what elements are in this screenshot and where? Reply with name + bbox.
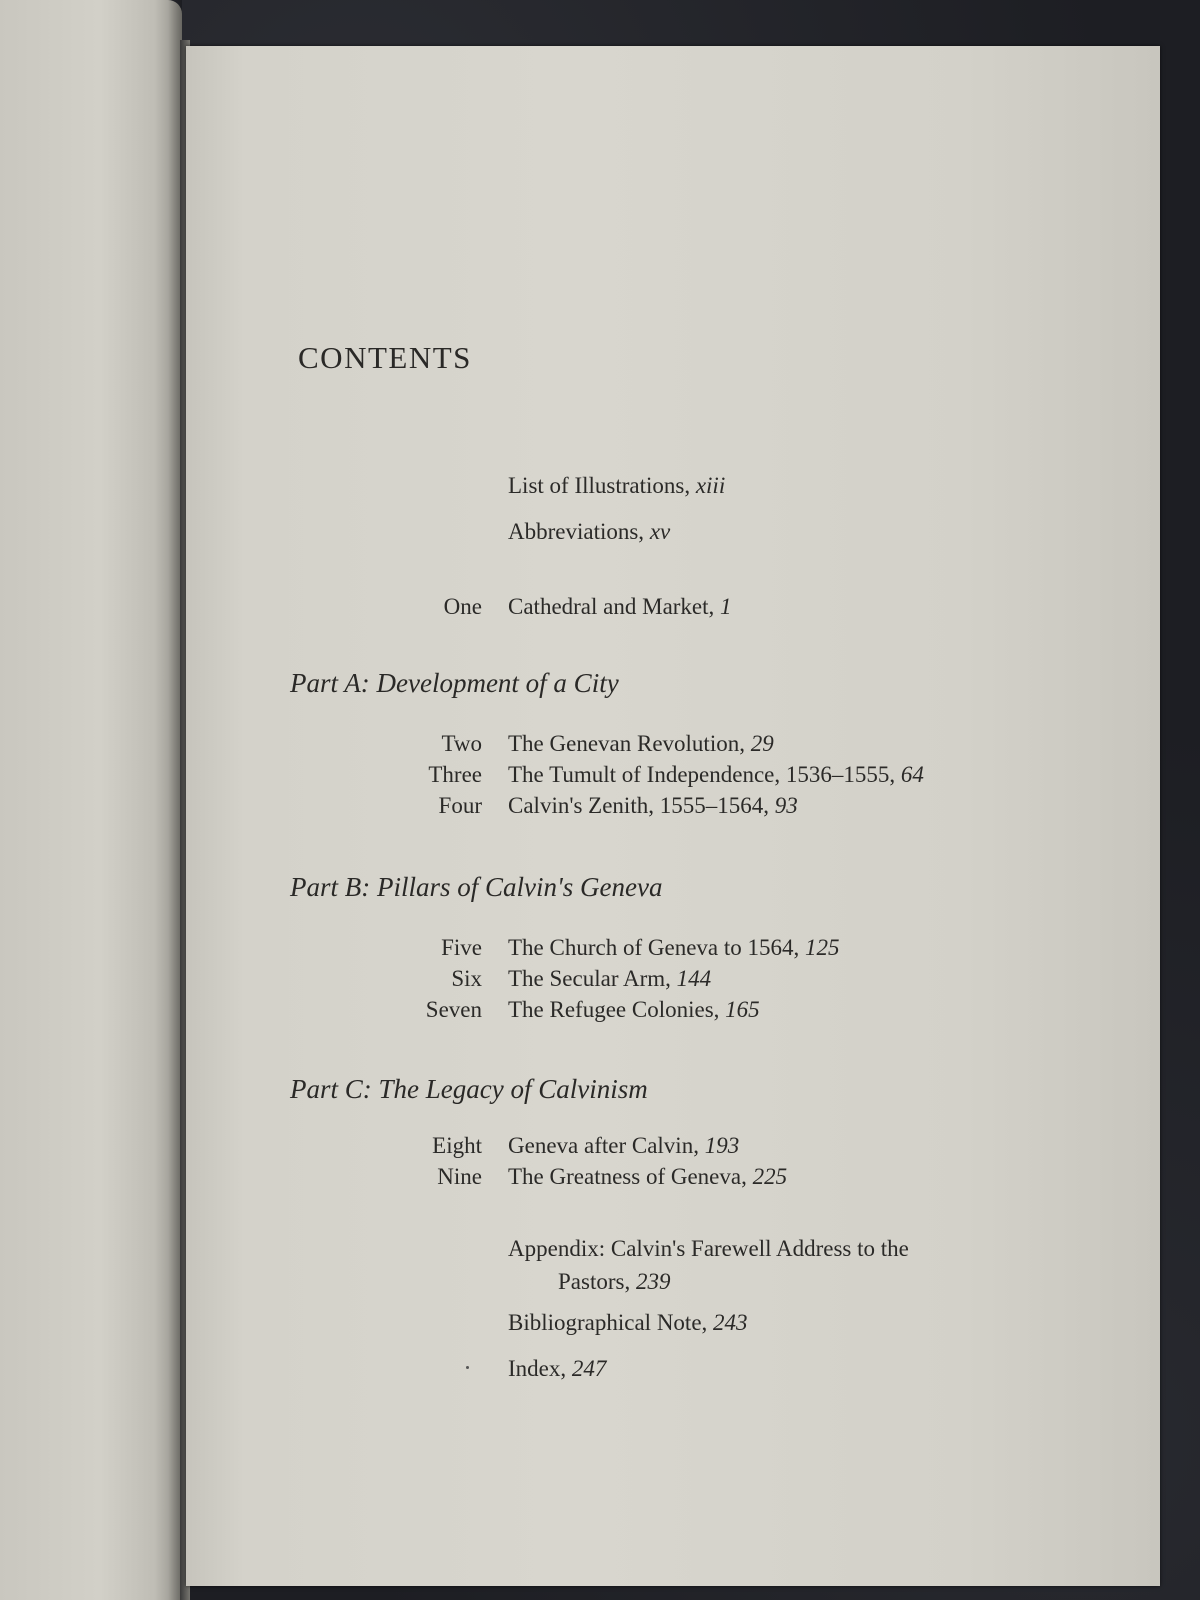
chapter-title: The Genevan Revolution, bbox=[508, 731, 745, 756]
chapter-number: One bbox=[443, 594, 482, 619]
chapter-page: 64 bbox=[900, 762, 924, 787]
appendix-page: 239 bbox=[635, 1269, 671, 1294]
toc-entry-abbreviations bbox=[508, 517, 670, 547]
right-page bbox=[186, 46, 1160, 1586]
chapter-page: 93 bbox=[774, 793, 798, 818]
chapter-title: The Church of Geneva to 1564, bbox=[508, 935, 800, 960]
toc-entry-bibliography bbox=[508, 1308, 748, 1338]
chapter-title: The Greatness of Geneva, bbox=[508, 1164, 747, 1189]
paper-speck bbox=[466, 1366, 469, 1369]
toc-chapter-nine bbox=[386, 1162, 898, 1192]
entry-title: Abbreviations, bbox=[508, 519, 645, 544]
chapter-page: 193 bbox=[704, 1133, 740, 1158]
toc-chapter-four bbox=[386, 791, 898, 821]
chapter-title: Calvin's Zenith, 1555–1564, bbox=[508, 793, 769, 818]
toc-entry-index bbox=[508, 1354, 606, 1384]
chapter-page: 165 bbox=[725, 997, 760, 1022]
chapter-title: Cathedral and Market, bbox=[508, 594, 715, 619]
entry-page: 247 bbox=[571, 1356, 607, 1381]
entry-page: 243 bbox=[713, 1310, 748, 1335]
part-b-heading: Part B: Pillars of Calvin's Geneva bbox=[290, 872, 663, 902]
chapter-number: Seven bbox=[425, 997, 482, 1022]
chapter-number: Four bbox=[438, 793, 482, 818]
entry-title: List of Illustrations, bbox=[508, 473, 691, 498]
appendix-title-line1: Appendix: Calvin's Farewell Address to the bbox=[508, 1236, 909, 1261]
toc-chapter-one bbox=[386, 592, 898, 622]
chapter-number: Nine bbox=[437, 1164, 482, 1189]
entry-title: Index, bbox=[508, 1356, 567, 1381]
chapter-number: Five bbox=[441, 935, 482, 960]
chapter-number: Eight bbox=[432, 1133, 482, 1158]
chapter-title: Geneva after Calvin, bbox=[508, 1133, 699, 1158]
chapter-page: 29 bbox=[750, 731, 774, 756]
left-page bbox=[0, 0, 182, 1600]
chapter-page: 125 bbox=[805, 935, 840, 960]
chapter-page: 1 bbox=[720, 594, 732, 619]
part-c-heading: Part C: The Legacy of Calvinism bbox=[290, 1074, 648, 1104]
toc-entry-illustrations bbox=[508, 471, 725, 501]
chapter-page: 225 bbox=[752, 1164, 788, 1189]
appendix-title-line2 bbox=[508, 1265, 1028, 1298]
toc-chapter-three bbox=[386, 760, 924, 790]
toc-chapter-five bbox=[386, 933, 898, 963]
entry-title: Bibliographical Note, bbox=[508, 1310, 708, 1335]
toc-chapter-seven bbox=[386, 995, 898, 1025]
chapter-title: The Tumult of Independence, 1536–1555, bbox=[508, 762, 896, 787]
entry-page: xv bbox=[649, 519, 671, 544]
chapter-number: Six bbox=[451, 966, 482, 991]
contents-heading: CONTENTS bbox=[298, 340, 472, 375]
chapter-number: Two bbox=[441, 731, 482, 756]
toc-entry-appendix bbox=[508, 1232, 1028, 1298]
chapter-page: 144 bbox=[676, 966, 712, 991]
part-a-heading: Part A: Development of a City bbox=[290, 668, 619, 698]
toc-chapter-two bbox=[386, 729, 898, 759]
appendix-title-pastors: Pastors, bbox=[558, 1269, 631, 1294]
entry-page: xiii bbox=[695, 473, 726, 498]
toc-chapter-six bbox=[386, 964, 898, 994]
chapter-title: The Secular Arm, bbox=[508, 966, 671, 991]
contents-page bbox=[186, 46, 1160, 1586]
toc-chapter-eight bbox=[386, 1131, 898, 1161]
chapter-title: The Refugee Colonies, bbox=[508, 997, 720, 1022]
chapter-number: Three bbox=[428, 762, 482, 787]
